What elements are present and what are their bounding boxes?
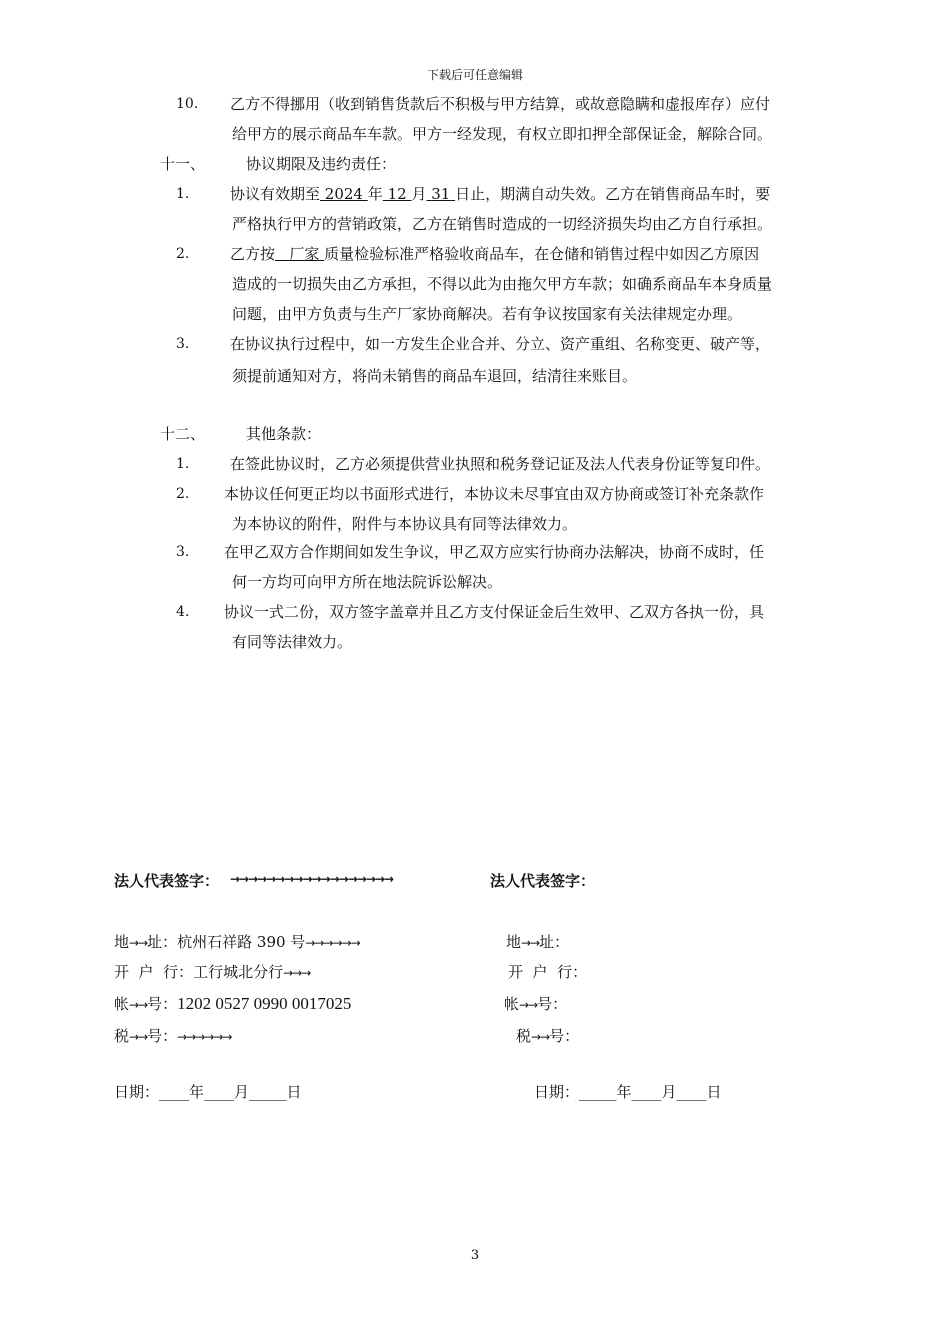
tab-arrow-marks: →→: [129, 998, 148, 1012]
label: 月: [661, 1083, 677, 1101]
account-value: 1202 0527 0990 0017025: [177, 994, 352, 1013]
item-number: 2.: [176, 486, 190, 502]
label: 日期：: [534, 1083, 580, 1101]
paragraph-line: 为本协议的附件，附件与本协议具有同等法律效力。: [232, 515, 578, 533]
tab-arrow-marks: →→: [129, 936, 148, 950]
tab-arrow-marks: →→: [521, 936, 540, 950]
text: 日止，期满自动失效。乙方在销售商品车时，要: [455, 185, 771, 203]
page-number: 3: [470, 1248, 480, 1263]
left-address-row: [114, 932, 360, 953]
item-number: 3.: [176, 544, 190, 560]
left-bank-row: [114, 962, 310, 983]
paragraph-line: 有同等法律效力。: [232, 633, 353, 651]
section-number: 十二、: [160, 425, 206, 443]
left-signature-label: 法人代表签字：: [114, 872, 220, 890]
section-title: 协议期限及违约责任：: [246, 155, 397, 173]
paragraph-line: 须提前通知对方，将尚未销售的商品车退回，结清往来账目。: [232, 367, 638, 385]
label: 税: [114, 1027, 130, 1045]
tab-arrow-marks: →→→→→→: [305, 936, 360, 950]
right-date-row: [534, 1082, 722, 1102]
right-bank-row: [508, 962, 587, 982]
label: 地: [114, 933, 130, 951]
label: 号：: [537, 995, 568, 1013]
tab-arrow-marks: →→→→→→→→→→→→→→→→→→: [230, 872, 393, 886]
label: 月: [234, 1083, 250, 1101]
text: 乙方按: [230, 245, 276, 263]
blank: _____: [249, 1083, 287, 1101]
label: 址：: [147, 933, 178, 951]
blank: ____: [159, 1083, 190, 1101]
text: 年: [367, 185, 383, 203]
page-header: 下载后可任意编辑: [426, 68, 523, 82]
left-account-row: [114, 994, 351, 1015]
paragraph-line: 何一方均可向甲方所在地法院诉讼解决。: [232, 573, 503, 591]
label: 开 户 行：: [508, 963, 588, 981]
paragraph-line: 在签此协议时，乙方必须提供营业执照和税务登记证及法人代表身份证等复印件。: [230, 455, 771, 473]
paragraph-line: 问题，由甲方负责与生产厂家协商解决。若有争议按国家有关法律规定办理。: [232, 305, 743, 323]
label: 地: [506, 933, 522, 951]
blank: ____: [631, 1083, 662, 1101]
item-number: 4.: [176, 604, 190, 620]
text: 质量检验标准严格验收商品车，在仓储和销售过程中如因乙方原因: [324, 245, 760, 263]
tab-arrow-marks: →→→: [283, 966, 311, 980]
blank: ____: [676, 1083, 707, 1101]
label: 开 户 行：: [114, 963, 194, 981]
paragraph-line: [230, 184, 770, 204]
paragraph-line: 本协议任何更正均以书面形式进行，本协议未尽事宜由双方协商或签订补充条款作: [224, 485, 765, 503]
label: 帐: [114, 995, 130, 1013]
label: 址：: [539, 933, 570, 951]
label: 帐: [504, 995, 520, 1013]
address-value: 杭州石祥路 390 号: [177, 933, 306, 951]
filled-year: 2024: [324, 185, 363, 203]
label: 日: [706, 1083, 722, 1101]
blank: _____: [579, 1083, 617, 1101]
filled-day: 31: [431, 185, 451, 203]
label: 日期：: [114, 1083, 160, 1101]
paragraph-line: 严格执行甲方的营销政策，乙方在销售时造成的一切经济损失均由乙方自行承担。: [232, 215, 773, 233]
blank: ____: [204, 1083, 235, 1101]
label: 税: [516, 1027, 532, 1045]
label: 年: [616, 1083, 632, 1101]
paragraph-line: 协议一式二份，双方签字盖章并且乙方支付保证金后生效甲、乙双方各执一份，具: [224, 603, 765, 621]
item-number: 10.: [176, 96, 199, 112]
label: 号：: [549, 1027, 580, 1045]
item-number: 1.: [176, 186, 190, 202]
item-number: 1.: [176, 456, 190, 472]
paragraph-line: 造成的一切损失由乙方承担，不得以此为由拖欠甲方车款；如确系商品车本身质量: [232, 275, 773, 293]
bank-value: 工行城北分行: [193, 963, 284, 981]
section-number: 十一、: [160, 155, 206, 173]
right-address-row: [506, 932, 569, 953]
label: 年: [189, 1083, 205, 1101]
right-signature-label: 法人代表签字：: [490, 872, 596, 890]
item-number: 2.: [176, 246, 190, 262]
right-account-row: [504, 994, 567, 1015]
paragraph-line: [230, 244, 759, 264]
tab-arrow-marks: →→: [519, 998, 538, 1012]
tab-arrow-marks: →→→→→→: [177, 1030, 232, 1044]
label: 日: [286, 1083, 302, 1101]
section-title: 其他条款：: [246, 425, 322, 443]
label: 号：: [147, 1027, 178, 1045]
paragraph-line: 给甲方的展示商品车车款。甲方一经发现，有权立即扣押全部保证金，解除合同。: [232, 125, 773, 143]
text: 月: [411, 185, 427, 203]
left-date-row: [114, 1082, 302, 1102]
left-tax-row: [114, 1026, 231, 1047]
tab-arrow-marks: →→: [129, 1030, 148, 1044]
right-tax-row: [516, 1026, 579, 1047]
label: 号：: [147, 995, 178, 1013]
filled-month: 12: [387, 185, 407, 203]
item-number: 3.: [176, 336, 190, 352]
tab-arrow-marks: →→: [531, 1030, 550, 1044]
paragraph-line: 在甲乙双方合作期间如发生争议，甲乙双方应实行协商办法解决，协商不成时，任: [224, 543, 765, 561]
paragraph-line: 乙方不得挪用（收到销售货款后不积极与甲方结算，或故意隐瞒和虚报库存）应付: [230, 95, 771, 113]
filled-maker: 厂家: [289, 245, 320, 263]
text: 协议有效期至: [230, 185, 321, 203]
paragraph-line: 在协议执行过程中，如一方发生企业合并、分立、资产重组、名称变更、破产等，: [230, 335, 771, 353]
